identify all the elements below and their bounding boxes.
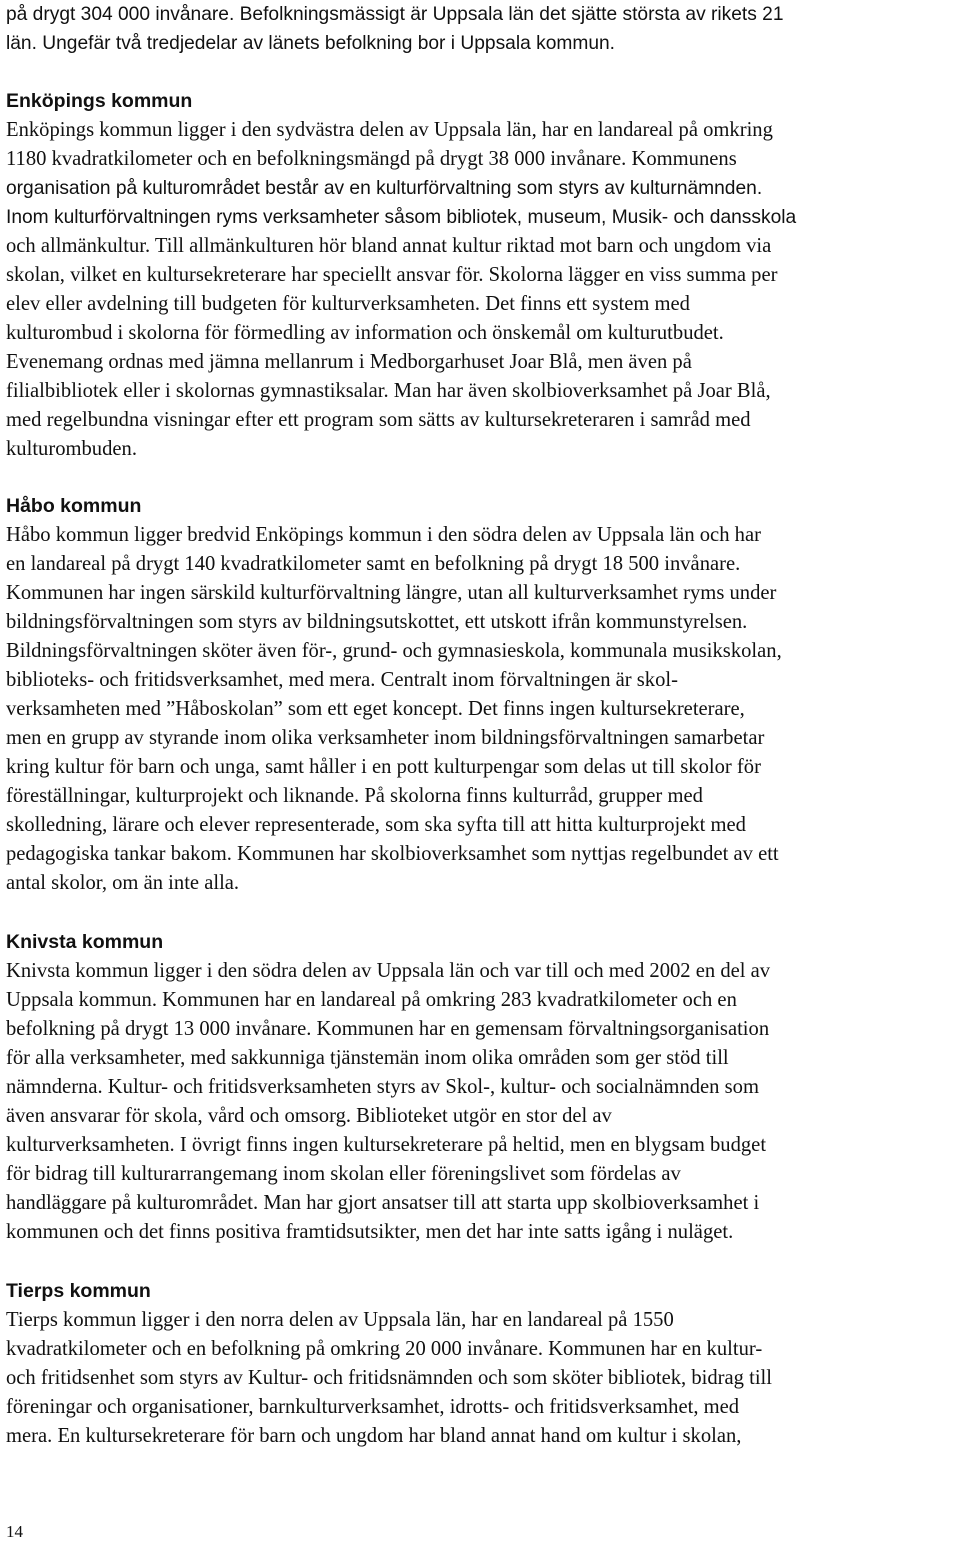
paragraph-line: föreställningar, kulturprojekt och liknande. På skolorna finns kulturråd, grupper med xyxy=(6,785,703,807)
paragraph-line: filialbibliotek eller i skolornas gymnastiksalar. Man har även skolbioverksamhet på Joar Blå, xyxy=(6,380,771,402)
paragraph-line: föreningar och organisationer, barnkulturverksamhet, idrotts- och fritidsverksamhet, med xyxy=(6,1396,740,1418)
paragraph-line: Uppsala kommun. Kommunen har en landareal på omkring 283 kvadratkilometer och en xyxy=(6,989,737,1011)
paragraph-line: handläggare på kulturområdet. Man har gjort ansatser till att starta upp skolbioverksamhet i xyxy=(6,1192,760,1214)
section-heading-knivsta: Knivsta kommun xyxy=(6,931,164,953)
paragraph-line: Tierps kommun ligger i den norra delen av Uppsala län, har en landareal på 1550 xyxy=(6,1309,674,1331)
paragraph-line: kvadratkilometer och en befolkning på omkring 20 000 invånare. Kommunen har en kultur- xyxy=(6,1338,763,1360)
paragraph-line: kulturombuden. xyxy=(6,438,137,460)
paragraph-line: för bidrag till kulturarrangemang inom skolan eller föreningslivet som fördelas av xyxy=(6,1163,681,1185)
paragraph-line: kring kultur för barn och unga, samt håller i en pott kulturpengar som delas ut till skolor för xyxy=(6,756,761,778)
intro-line: på drygt 304 000 invånare. Befolkningsmässigt är Uppsala län det sjätte största av rikets 21 xyxy=(6,4,784,25)
paragraph-line: och fritidsenhet som styrs av Kultur- och fritidsnämnden och som sköter bibliotek, bidrag till xyxy=(6,1367,773,1389)
section-heading-enkoping: Enköpings kommun xyxy=(6,90,193,112)
paragraph-line: 1180 kvadratkilometer och en befolkningsmängd på drygt 38 000 invånare. Kommunens xyxy=(6,148,737,170)
paragraph-line: en landareal på drygt 140 kvadratkilometer samt en befolkning på drygt 18 500 invånare. xyxy=(6,553,741,575)
paragraph-line: Enköpings kommun ligger i den sydvästra delen av Uppsala län, har en landareal på omkring xyxy=(6,119,773,141)
paragraph-line: befolkning på drygt 13 000 invånare. Kommunen har en gemensam förvaltningsorganisation xyxy=(6,1018,770,1040)
paragraph-line: Håbo kommun ligger bredvid Enköpings kommun i den södra delen av Uppsala län och har xyxy=(6,524,761,546)
paragraph-line: verksamheten med ”Håboskolan” som ett eget koncept. Det finns ingen kultursekreterare, xyxy=(6,698,745,720)
paragraph-line: Bildningsförvaltningen sköter även för-, grund- och gymnasieskola, kommunala musikskolan, xyxy=(6,640,782,662)
paragraph-line: skolan, vilket en kultursekreterare har speciellt ansvar för. Skolorna lägger en viss summa per xyxy=(6,264,778,286)
paragraph-line: Kommunen har ingen särskild kulturförvaltning längre, utan all kulturverksamhet ryms under xyxy=(6,582,777,604)
paragraph-line: biblioteks- och fritidsverksamhet, med mera. Centralt inom förvaltningen är skol- xyxy=(6,669,678,691)
paragraph-line: antal skolor, om än inte alla. xyxy=(6,872,240,894)
paragraph-line: skolledning, lärare och elever representerade, som ska syfta till att hitta kulturprojekt med xyxy=(6,814,746,836)
paragraph-line: kommunen och det finns positiva framtidsutsikter, men det har inte satts igång i nuläget. xyxy=(6,1221,734,1243)
paragraph-line: och allmänkultur. Till allmänkulturen hör bland annat kultur riktad mot barn och ungdom via xyxy=(6,235,772,257)
intro-line: län. Ungefär två tredjedelar av länets befolkning bor i Uppsala kommun. xyxy=(6,33,616,54)
paragraph-line: Evenemang ordnas med jämna mellanrum i Medborgarhuset Joar Blå, men även på xyxy=(6,351,692,373)
paragraph-line: med regelbundna visningar efter ett program som sätts av kultursekreteraren i samråd med xyxy=(6,409,751,431)
paragraph-line: Knivsta kommun ligger i den södra delen av Uppsala län och var till och med 2002 en del av xyxy=(6,960,771,982)
paragraph-line: elev eller avdelning till budgeten för kulturverksamheten. Det finns ett system med xyxy=(6,293,690,315)
paragraph-line: Inom kulturförvaltningen ryms verksamheter såsom bibliotek, museum, Musik- och dansskola xyxy=(6,207,797,228)
paragraph-line: kulturverksamheten. I övrigt finns ingen kultursekreterare på heltid, men en blygsam budget xyxy=(6,1134,767,1156)
paragraph-line: bildningsförvaltningen som styrs av bildningsutskottet, ett utskott ifrån kommunstyrelsen. xyxy=(6,611,748,633)
paragraph-line: även ansvarar för skola, vård och omsorg. Biblioteket utgör en stor del av xyxy=(6,1105,612,1127)
paragraph-line: pedagogiska tankar bakom. Kommunen har skolbioverksamhet som nyttjas regelbundet av ett xyxy=(6,843,779,865)
paragraph-line: organisation på kulturområdet består av en kulturförvaltning som styrs av kulturnämnden. xyxy=(6,178,763,199)
section-heading-tierp: Tierps kommun xyxy=(6,1280,151,1302)
paragraph-line: men en grupp av styrande inom olika verksamheter inom bildningsförvaltningen samarbetar xyxy=(6,727,765,749)
page-number: 14 xyxy=(6,1522,23,1541)
paragraph-line: för alla verksamheter, med sakkunniga tjänstemän inom olika områden som ger stöd till xyxy=(6,1047,729,1069)
section-heading-habo: Håbo kommun xyxy=(6,495,142,517)
paragraph-line: nämnderna. Kultur- och fritidsverksamheten styrs av Skol-, kultur- och socialnämnden som xyxy=(6,1076,759,1098)
paragraph-line: mera. En kultursekreterare för barn och ungdom har bland annat hand om kultur i skolan, xyxy=(6,1425,742,1447)
paragraph-line: kulturombud i skolorna för förmedling av information och önskemål om kulturutbudet. xyxy=(6,322,724,344)
